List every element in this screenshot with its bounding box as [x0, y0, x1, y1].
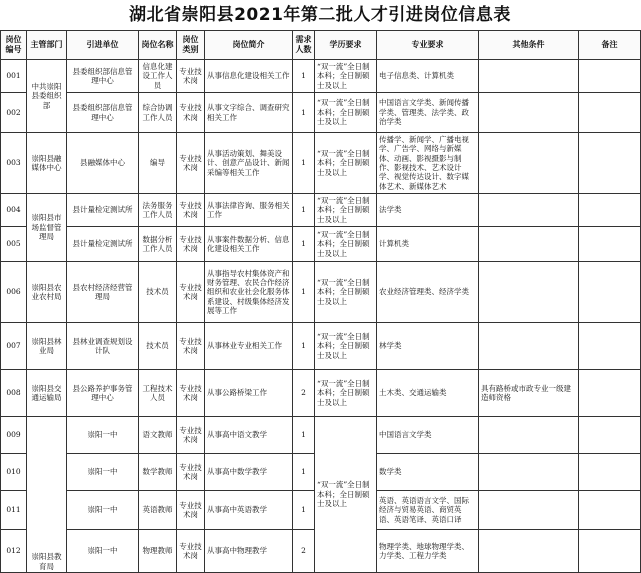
cell-other — [479, 417, 579, 454]
header-unit: 引进单位 — [67, 31, 139, 60]
cell-desc: 从事活动策划、舞美设计、创意产品设计、新闻采编等相关工作 — [205, 133, 293, 194]
cell-code: 012 — [1, 530, 27, 573]
table-row — [1, 93, 641, 133]
table-row — [1, 227, 641, 262]
cell-num: 2 — [293, 530, 315, 573]
cell-cat: 专业技术岗 — [177, 491, 205, 530]
cell-name: 技术员 — [139, 323, 177, 370]
cell-other: 具有路桥或市政专业一级建造师资格 — [479, 370, 579, 417]
cell-note — [579, 60, 641, 93]
cell-other — [479, 227, 579, 262]
cell-note — [579, 491, 641, 530]
cell-note — [579, 194, 641, 227]
cell-name: 语文教师 — [139, 417, 177, 454]
cell-name: 技术员 — [139, 262, 177, 323]
cell-dept: 崇阳县林业局 — [27, 323, 67, 370]
cell-name: 工程技术人员 — [139, 370, 177, 417]
cell-code: 004 — [1, 194, 27, 227]
cell-name: 法务服务工作人员 — [139, 194, 177, 227]
table-row — [1, 417, 641, 454]
cell-cat: 专业技术岗 — [177, 323, 205, 370]
cell-other — [479, 530, 579, 573]
cell-dept: 中共崇阳县委组织部 — [27, 60, 67, 133]
header-other: 其他条件 — [479, 31, 579, 60]
position-table — [0, 30, 641, 573]
cell-edu: “双一流”全日制本科；全日制硕士及以上 — [315, 60, 377, 93]
cell-note — [579, 93, 641, 133]
cell-major: 传播学、新闻学、广播电视学、广告学、网络与新媒体、动画、影视摄影与制作、影视技术、艺术设计学、视觉传达设计、数字媒体艺术、新媒体艺术 — [377, 133, 479, 194]
cell-dept: 崇阳县市场监督管理局 — [27, 194, 67, 262]
cell-num: 1 — [293, 491, 315, 530]
cell-major: 电子信息类、计算机类 — [377, 60, 479, 93]
header-num: 需求人数 — [293, 31, 315, 60]
cell-code: 005 — [1, 227, 27, 262]
cell-major: 英语、英语语言文学、国际经济与贸易英语、商贸英语、英语笔译、英语口译 — [377, 491, 479, 530]
cell-unit: 县林业调查规划设计队 — [67, 323, 139, 370]
header-major: 专业要求 — [377, 31, 479, 60]
cell-edu: “双一流”全日制本科；全日制硕士及以上 — [315, 194, 377, 227]
cell-note — [579, 227, 641, 262]
cell-desc: 从事高中语文教学 — [205, 417, 293, 454]
cell-cat: 专业技术岗 — [177, 133, 205, 194]
cell-other — [479, 262, 579, 323]
cell-major: 数学类 — [377, 454, 479, 491]
cell-note — [579, 262, 641, 323]
cell-desc: 从事信息化建设相关工作 — [205, 60, 293, 93]
cell-dept: 崇阳县融媒体中心 — [27, 133, 67, 194]
cell-major: 物理学类、地球物理学类、力学类、工程力学类 — [377, 530, 479, 573]
table-row — [1, 370, 641, 417]
cell-other — [479, 93, 579, 133]
cell-major: 计算机类 — [377, 227, 479, 262]
cell-edu: “双一流”全日制本科；全日制硕士及以上 — [315, 370, 377, 417]
cell-cat: 专业技术岗 — [177, 194, 205, 227]
table-row — [1, 60, 641, 93]
cell-edu: “双一流”全日制本科；全日制硕士及以上 — [315, 323, 377, 370]
table-row — [1, 133, 641, 194]
cell-num: 1 — [293, 323, 315, 370]
cell-num: 1 — [293, 417, 315, 454]
cell-unit: 县计量检定测试所 — [67, 227, 139, 262]
table-row — [1, 323, 641, 370]
cell-dept: 崇阳县农业农村局 — [27, 262, 67, 323]
header-note: 备注 — [579, 31, 641, 60]
cell-unit: 县农村经济经营管理局 — [67, 262, 139, 323]
header-edu: 学历要求 — [315, 31, 377, 60]
cell-unit: 崇阳一中 — [67, 530, 139, 573]
cell-name: 英语教师 — [139, 491, 177, 530]
cell-name: 数学教师 — [139, 454, 177, 491]
cell-code: 010 — [1, 454, 27, 491]
cell-num: 1 — [293, 133, 315, 194]
header-dept: 主管部门 — [27, 31, 67, 60]
cell-cat: 专业技术岗 — [177, 530, 205, 573]
header-desc: 岗位简介 — [205, 31, 293, 60]
cell-code: 011 — [1, 491, 27, 530]
cell-other — [479, 323, 579, 370]
cell-edu: “双一流”全日制本科；全日制硕士及以上 — [315, 262, 377, 323]
cell-desc: 从事文字综合、调查研究相关工作 — [205, 93, 293, 133]
cell-edu: “双一流”全日制本科；全日制硕士及以上 — [315, 417, 377, 573]
cell-major: 中国语言文学类 — [377, 417, 479, 454]
cell-code: 003 — [1, 133, 27, 194]
cell-other — [479, 491, 579, 530]
cell-note — [579, 323, 641, 370]
cell-edu: “双一流”全日制本科；全日制硕士及以上 — [315, 227, 377, 262]
cell-note — [579, 370, 641, 417]
cell-desc: 从事指导农村集体资产和财务管理、农民合作经济组织和农业社会化服务体系建设、村级集体经济发展等工作 — [205, 262, 293, 323]
table-row — [1, 262, 641, 323]
cell-edu: “双一流”全日制本科；全日制硕士及以上 — [315, 93, 377, 133]
cell-unit: 县委组织部信息管理中心 — [67, 93, 139, 133]
cell-cat: 专业技术岗 — [177, 227, 205, 262]
cell-num: 1 — [293, 454, 315, 491]
cell-major: 农业经济管理类、经济学类 — [377, 262, 479, 323]
cell-cat: 专业技术岗 — [177, 370, 205, 417]
cell-cat: 专业技术岗 — [177, 454, 205, 491]
cell-name: 综合协调工作人员 — [139, 93, 177, 133]
cell-code: 009 — [1, 417, 27, 454]
cell-unit: 崇阳一中 — [67, 454, 139, 491]
cell-num: 1 — [293, 60, 315, 93]
cell-major: 中国语言文学类、新闻传播学类、管理类、法学类、政治学类 — [377, 93, 479, 133]
cell-other — [479, 60, 579, 93]
cell-major: 土木类、交通运输类 — [377, 370, 479, 417]
cell-desc: 从事法律咨询、服务相关工作 — [205, 194, 293, 227]
cell-unit: 县融媒体中心 — [67, 133, 139, 194]
cell-desc: 从事林业专业相关工作 — [205, 323, 293, 370]
cell-num: 1 — [293, 227, 315, 262]
cell-unit: 县公路养护事务管理中心 — [67, 370, 139, 417]
cell-desc: 从事案件数据分析、信息化建设相关工作 — [205, 227, 293, 262]
cell-other — [479, 454, 579, 491]
cell-code: 008 — [1, 370, 27, 417]
cell-note — [579, 454, 641, 491]
cell-code: 007 — [1, 323, 27, 370]
cell-other — [479, 133, 579, 194]
cell-num: 2 — [293, 370, 315, 417]
cell-unit: 县委组织部信息管理中心 — [67, 60, 139, 93]
cell-desc: 从事高中物理教学 — [205, 530, 293, 573]
cell-code: 002 — [1, 93, 27, 133]
header-cat: 岗位类别 — [177, 31, 205, 60]
cell-code: 001 — [1, 60, 27, 93]
cell-note — [579, 133, 641, 194]
cell-name: 编导 — [139, 133, 177, 194]
cell-other — [479, 194, 579, 227]
cell-cat: 专业技术岗 — [177, 262, 205, 323]
table-header-row — [1, 31, 641, 60]
cell-dept: 崇阳县教育局 — [27, 417, 67, 573]
cell-desc: 从事高中英语教学 — [205, 491, 293, 530]
cell-edu: “双一流”全日制本科；全日制硕士及以上 — [315, 133, 377, 194]
page-title: 湖北省崇阳县2021年第二批人才引进岗位信息表 — [129, 5, 511, 25]
cell-num: 1 — [293, 262, 315, 323]
header-code: 岗位编号 — [1, 31, 27, 60]
cell-cat: 专业技术岗 — [177, 417, 205, 454]
cell-cat: 专业技术岗 — [177, 60, 205, 93]
cell-code: 006 — [1, 262, 27, 323]
cell-num: 1 — [293, 93, 315, 133]
cell-num: 1 — [293, 194, 315, 227]
cell-name: 信息化建设工作人员 — [139, 60, 177, 93]
cell-name: 数据分析工作人员 — [139, 227, 177, 262]
cell-major: 林学类 — [377, 323, 479, 370]
cell-desc: 从事高中数学教学 — [205, 454, 293, 491]
cell-unit: 县计量检定测试所 — [67, 194, 139, 227]
cell-unit: 崇阳一中 — [67, 417, 139, 454]
cell-cat: 专业技术岗 — [177, 93, 205, 133]
header-name: 岗位名称 — [139, 31, 177, 60]
cell-dept: 崇阳县交通运输局 — [27, 370, 67, 417]
cell-note — [579, 417, 641, 454]
cell-desc: 从事公路桥梁工作 — [205, 370, 293, 417]
cell-name: 物理教师 — [139, 530, 177, 573]
table-row — [1, 194, 641, 227]
cell-note — [579, 530, 641, 573]
cell-major: 法学类 — [377, 194, 479, 227]
cell-unit: 崇阳一中 — [67, 491, 139, 530]
